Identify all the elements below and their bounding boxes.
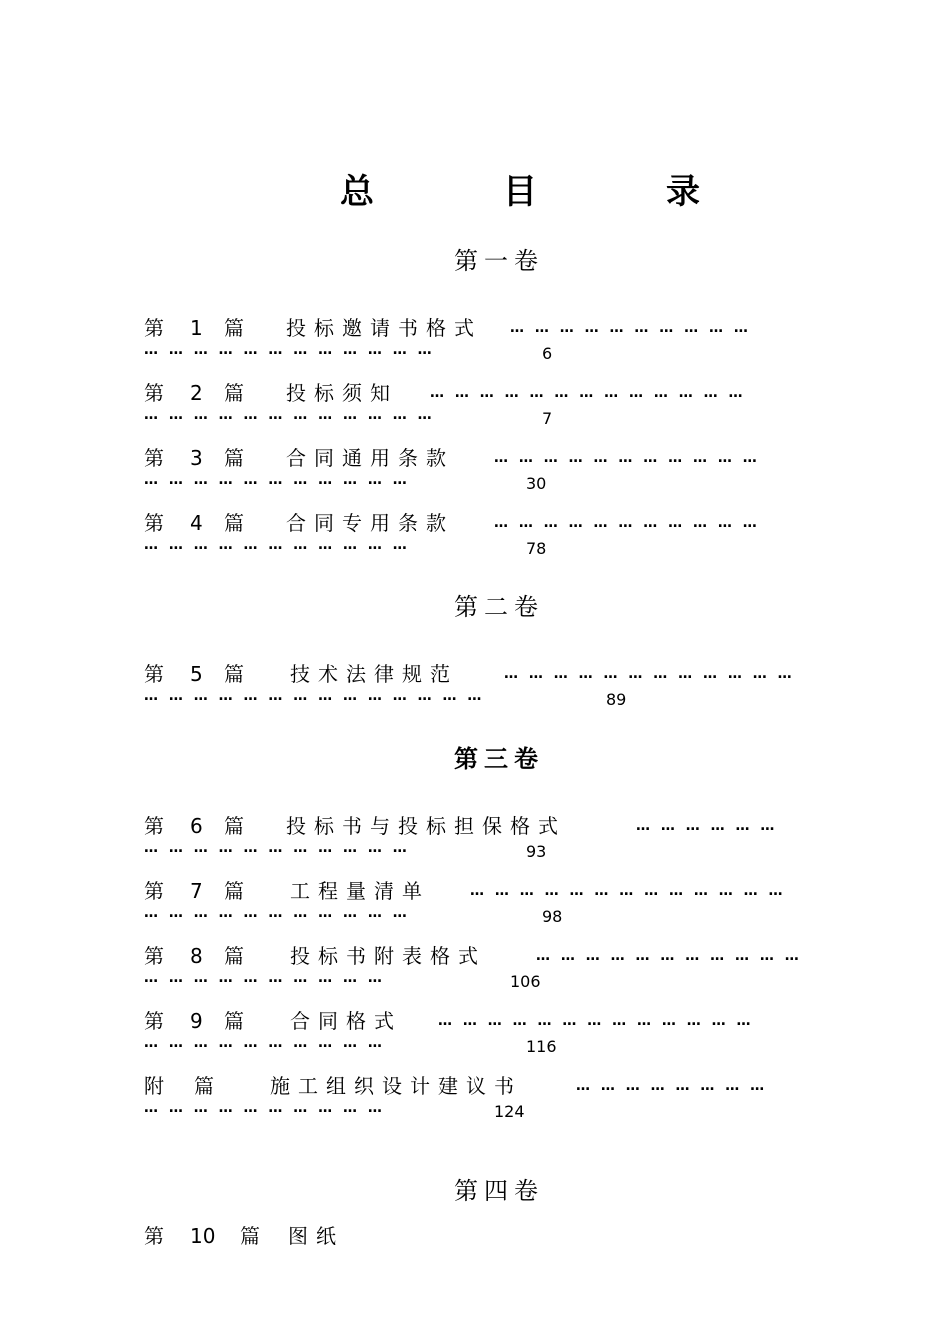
dot-leader: … … … … … … … … … … … … [144, 342, 435, 358]
entry-title: 合同专用条款 [286, 511, 454, 535]
entry-prefix-char: 篇 [224, 944, 244, 968]
entry-prefix-char: 第 [144, 511, 164, 535]
page-number: 78 [526, 539, 547, 558]
entry-prefix-char: 第 [144, 1224, 164, 1248]
page-number: 124 [494, 1102, 525, 1121]
page-number: 98 [542, 907, 563, 926]
entry-prefix-char: 篇 [224, 879, 244, 903]
dot-leader: … … … … … … … … … … … … … [470, 883, 786, 899]
dot-leader: … … … … … … … … … … … … … [438, 1013, 754, 1029]
volume-heading: 第三卷 [454, 745, 544, 773]
entry-title: 投标须知 [286, 381, 398, 405]
page-title [340, 168, 700, 216]
toc-entry[interactable] [144, 379, 864, 439]
entry-prefix-char: 附 [144, 1074, 164, 1098]
entry-number: 4 [190, 511, 203, 535]
entry-prefix-char: 第 [144, 814, 164, 838]
dot-leader: … … … … … … … … … … … … … [430, 385, 746, 401]
entry-number: 2 [190, 381, 203, 405]
page-title-char: 目 [503, 172, 537, 212]
volume-heading: 第一卷 [454, 247, 544, 275]
entry-prefix-char: 篇 [194, 1074, 214, 1098]
dot-leader: … … … … … … … … … … [144, 1035, 385, 1051]
page-number: 30 [526, 474, 547, 493]
entry-title: 投标书附表格式 [290, 944, 486, 968]
dot-leader: … … … … … … … … … … … [144, 537, 410, 553]
dot-leader: … … … … … … … … … … … [144, 905, 410, 921]
page-number: 93 [526, 842, 547, 861]
entry-number: 5 [190, 662, 203, 686]
toc-entry[interactable] [144, 877, 864, 937]
entry-title: 投标书与投标担保格式 [286, 814, 566, 838]
entry-title: 技术法律规范 [290, 662, 458, 686]
dot-leader: … … … … … … … … … … [144, 1100, 385, 1116]
entry-title: 工程量清单 [290, 879, 430, 903]
entry-number: 1 [190, 316, 203, 340]
page-number: 6 [542, 344, 553, 363]
entry-prefix-char: 第 [144, 446, 164, 470]
page-number: 89 [606, 690, 627, 709]
page-title-char: 录 [666, 172, 700, 212]
dot-leader: … … … … … … … … … … [510, 320, 751, 336]
dot-leader: … … … … … … … … … … … … … … [144, 688, 485, 704]
dot-leader: … … … … … … … … … … … … [504, 666, 795, 682]
entry-prefix-char: 篇 [224, 316, 244, 340]
entry-prefix-char: 篇 [224, 662, 244, 686]
entry-prefix [144, 812, 286, 840]
entry-prefix-char: 第 [144, 944, 164, 968]
entry-title: 施工组织设计建议书 [270, 1074, 522, 1098]
toc-entry[interactable] [144, 509, 864, 569]
page-number: 106 [510, 972, 541, 991]
toc-entry[interactable] [144, 1222, 864, 1282]
entry-prefix [144, 314, 286, 342]
entry-prefix-char: 篇 [224, 814, 244, 838]
entry-prefix-char: 第 [144, 1009, 164, 1033]
page-number: 116 [526, 1037, 557, 1056]
entry-title: 图纸 [288, 1224, 344, 1248]
entry-prefix-char: 篇 [224, 446, 244, 470]
entry-prefix [144, 942, 290, 970]
dot-leader: … … … … … … … … [576, 1078, 768, 1094]
entry-prefix-char: 第 [144, 879, 164, 903]
entry-prefix-char: 第 [144, 316, 164, 340]
toc-entry[interactable] [144, 444, 864, 504]
entry-number: 7 [190, 879, 203, 903]
dot-leader: … … … … … … … … … … … [144, 840, 410, 856]
entry-prefix [144, 660, 290, 688]
entry-prefix-char: 篇 [224, 1009, 244, 1033]
entry-prefix-char: 篇 [240, 1224, 260, 1248]
dot-leader: … … … … … … … … … … … [494, 515, 760, 531]
entry-prefix-char: 篇 [224, 381, 244, 405]
toc-entry[interactable] [144, 812, 864, 872]
volume-heading: 第二卷 [454, 593, 544, 621]
dot-leader: … … … … … … [636, 818, 778, 834]
toc-entry[interactable] [144, 314, 864, 374]
entry-title: 投标邀请书格式 [286, 316, 482, 340]
dot-leader: … … … … … … … … … … … [536, 948, 802, 964]
volume-heading: 第四卷 [454, 1177, 544, 1205]
toc-entry[interactable] [144, 660, 864, 720]
entry-prefix-char: 第 [144, 381, 164, 405]
entry-prefix-char: 篇 [224, 511, 244, 535]
toc-entry[interactable] [144, 1007, 864, 1067]
entry-prefix [144, 1007, 290, 1035]
entry-number: 3 [190, 446, 203, 470]
dot-leader: … … … … … … … … … … … [144, 472, 410, 488]
entry-prefix [144, 379, 286, 407]
entry-prefix [144, 1222, 288, 1250]
entry-number: 9 [190, 1009, 203, 1033]
toc-entry[interactable] [144, 1072, 864, 1132]
entry-number: 10 [190, 1224, 216, 1248]
toc-entry[interactable] [144, 942, 864, 1002]
entry-prefix [144, 444, 286, 472]
entry-title: 合同格式 [290, 1009, 402, 1033]
page-number: 7 [542, 409, 553, 428]
dot-leader: … … … … … … … … … … [144, 970, 385, 986]
entry-number: 8 [190, 944, 203, 968]
entry-number: 6 [190, 814, 203, 838]
dot-leader: … … … … … … … … … … … … [144, 407, 435, 423]
entry-title: 合同通用条款 [286, 446, 454, 470]
entry-prefix-char: 第 [144, 662, 164, 686]
entry-prefix [144, 509, 286, 537]
entry-prefix [144, 877, 290, 905]
page-title-char: 总 [340, 172, 374, 212]
dot-leader: … … … … … … … … … … … [494, 450, 760, 466]
entry-prefix [144, 1072, 270, 1100]
